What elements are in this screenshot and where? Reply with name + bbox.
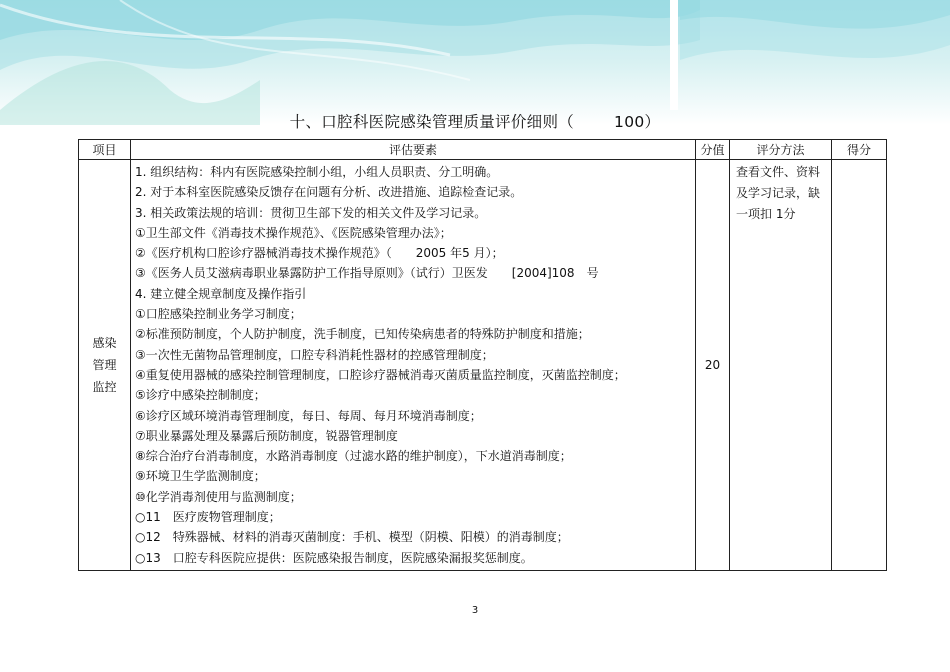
- list-item: ①口腔感染控制业务学习制度；: [135, 307, 302, 322]
- wave-decoration: [0, 0, 950, 125]
- method-line: 一项扣 1分: [736, 207, 796, 221]
- header-item: 项目: [79, 140, 131, 160]
- method-cell: [730, 160, 832, 571]
- method-line: 查看文件、资料: [736, 165, 821, 179]
- list-item: ⑤诊疗中感染控制制度；: [135, 388, 266, 403]
- list-item: ⑥诊疗区域环境消毒管理制度，每日、每周、每月环境消毒制度；: [135, 408, 482, 423]
- banner-gap: [670, 0, 678, 110]
- list-item: ⑩化学消毒剂使用与监测制度；: [135, 489, 302, 504]
- list-item: ○11 医疗废物管理制度；: [135, 510, 281, 525]
- table-header-row: [79, 140, 887, 160]
- category-cell: [79, 160, 131, 571]
- items-cell: [131, 160, 696, 571]
- list-item: 3. 相关政策法规的培训：贯彻卫生部下发的相关文件及学习记录。: [135, 205, 487, 220]
- method-line: 及学习记录，缺: [736, 186, 821, 200]
- score-cell: 20: [696, 160, 730, 571]
- list-item: ○13 口腔专科医院应提供：医院感染报告制度，医院感染漏报奖惩制度。: [135, 550, 533, 565]
- list-item: ③一次性无菌物品管理制度，口腔专科消耗性器材的控感管理制度；: [135, 347, 494, 362]
- list-item: ③《医务人员艾滋病毒职业暴露防护工作指导原则》（试行）卫医发 [2004]108 号: [135, 266, 599, 281]
- header-method: 评分方法: [730, 140, 832, 160]
- category-line: 感染: [92, 335, 117, 350]
- list-item: ⑨环境卫生学监测制度；: [135, 469, 266, 484]
- header-elements: 评估要素: [131, 140, 696, 160]
- page-title: [0, 110, 950, 132]
- list-item: 2. 对于本科室医院感染反馈存在问题有分析、改进措施、追踪检查记录。: [135, 185, 523, 200]
- evaluation-table: [78, 139, 887, 571]
- header-earned: 得分: [832, 140, 887, 160]
- list-item: ○12 特殊器械、材料的消毒灭菌制度：手机、模型（阴模、阳模）的消毒制度；: [135, 530, 569, 545]
- table-row: [79, 160, 887, 571]
- page-number: 3: [471, 605, 479, 616]
- header-score: 分值: [696, 140, 730, 160]
- list-item: ⑦职业暴露处理及暴露后预防制度，锐器管理制度: [135, 428, 398, 443]
- title-text: 十、口腔科医院感染管理质量评价细则（: [289, 113, 575, 131]
- list-item: ②《医疗机构口腔诊疗器械消毒技术操作规范》（ 2005 年5 月）；: [135, 246, 504, 261]
- list-item: 1. 组织结构：科内有医院感染控制小组，小组人员职责、分工明确。: [135, 165, 499, 179]
- category-line: 监控: [92, 379, 117, 394]
- list-item: ②标准预防制度，个人防护制度，洗手制度，已知传染病患者的特殊防护制度和措施；: [135, 327, 590, 342]
- category-line: 管理: [92, 357, 117, 372]
- earned-cell: [832, 160, 887, 571]
- list-item: ①卫生部文件《消毒技术操作规范》、《医院感染管理办法》；: [135, 225, 452, 240]
- header-banner: [0, 0, 950, 125]
- title-score: 100）: [614, 113, 661, 131]
- list-item: 4. 建立健全规章制度及操作指引: [135, 286, 307, 301]
- list-item: ④重复使用器械的感染控制管理制度，口腔诊疗器械消毒灭菌质量监控制度，灭菌监控制度；: [135, 367, 626, 382]
- list-item: ⑧综合治疗台消毒制度，水路消毒制度（过滤水路的维护制度），下水道消毒制度；: [135, 449, 572, 464]
